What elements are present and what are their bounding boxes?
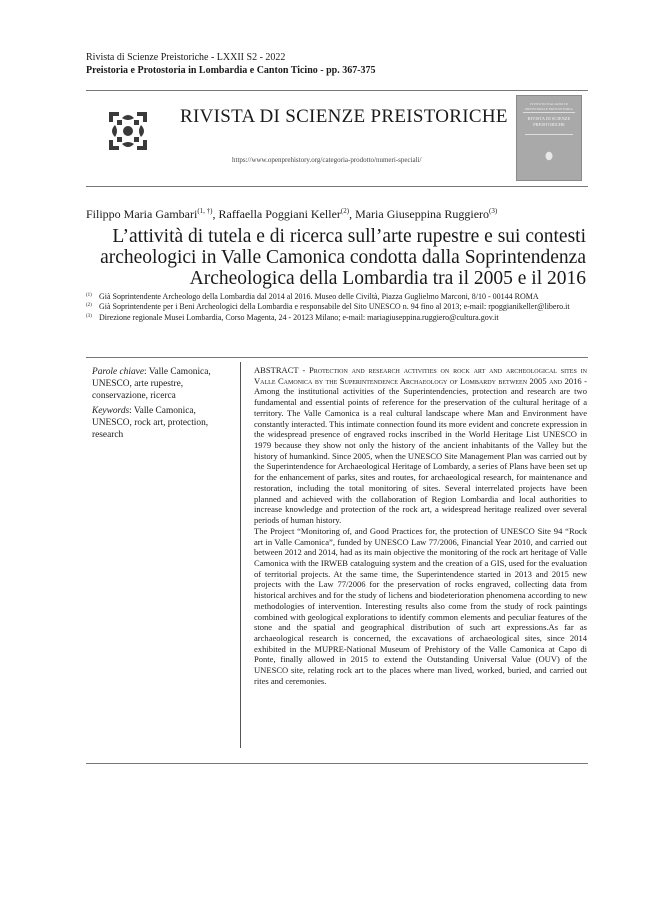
author-name: Raffaella Poggiani Keller: [218, 207, 341, 221]
abstract-paragraph: ABSTRACT - Protection and research activities on rock art and archeological sites in Valle Camonica by the Superintendence Archaeology of Lombardy between 2005 and 2016 - Among the institutional activities of the Superintendencies, protection and research are two fundamental and essential points of reference for the preservation of the cultural heritage of a territory. The Valle Camonica is a real cultural landscape where Man and Environment have constantly interacted. This intimate connection found its more evident and concrete expression in the widespread presence of engraved rocks inscribed in the World Heritage List UNESCO in 1979 because they show not only the history of the ancient inhabitants of the Valley but the history of humankind. Since 2005, when the UNESCO Site Management Plan was carried out by the Superintendence for Archaeological Heritage of Lombardy, a series of Plans have been set up for the enhancement of parks, sites and routes, for archaeological research, for maintenance and restoration, including the total monitoring of sites. Several interrelated projects have been planned and achieved with the collaboration of Region Lombardia and local authorities to increase knowledge and protection of the rock art, a widespread heritage realized over several periods of human history.: [254, 365, 587, 526]
abstract-paragraph: The Project “Monitoring of, and Good Practices for, the protection of UNESCO Site 94 “Rock art in Valle Camonica”, funded by UNESCO Law 77/2006, Financial Year 2010, and carried out between 2012 and 2014, had as its main objective the monitoring of the rock art heritage of Valle Camonica with the IRWEB cataloguing system and the creation of a GIS, used for the evaluation of territorial projects. At the same time, the Superintendence started in 2013 and 2015 new projects with the Law 77/2006 for the preservation of rocks engraved, collecting data from historical archives and for the study of lichens and biodeterioration phenomena according to new methodologies of intervention. Interesting results also come from the study of rock paintings combined with geological explorations to identify common elements and peculiar features of the stone and the spatial and geographical distribution of such art expressions.As far as archaeological research is concerned, the excavations of archaeological sites, since 2014 exhibited in the MUPRE-National Museum of Prehistory of the Valle Camonica at Capo di Ponte, finally allowed in 2015 to extend the Outstanding Universal Value (OUV) of the UNESCO site, relating rock art to the places where man lived, worked, buried, and carried out rites and ceremonies.: [254, 525, 587, 686]
title-line: archeologici in Valle Camonica condotta dalla Soprintendenza: [100, 247, 586, 268]
masthead-rule: [86, 186, 588, 187]
title-line: Archeologica della Lombardia tra il 2005 e il 2016: [189, 268, 586, 289]
author-list: Filippo Maria Gambari$^{(1, \dagger)}$, Raffaella Poggiani Keller$^{(2)}$, Maria Giuseppina Ruggiero$^{(3)}$: [86, 207, 498, 221]
author-affiliation-mark: (3): [489, 207, 498, 215]
volume-title-line: Preistoria e Protostoria in Lombardia e Canton Ticino - pp. 367-375: [86, 65, 376, 76]
affiliations: [86, 292, 588, 323]
author-name: Filippo Maria Gambari: [86, 207, 198, 221]
abstract-heading: Protection and research activities on rock art and archeological sites in Valle Camonica by the Superintendence Archaeology of Lombardy between 2005 and 2016: [254, 365, 587, 386]
journal-url[interactable]: https://www.openprehistory.org/categoria-prodotto/numeri-speciali/: [232, 156, 422, 164]
cover-title: RIVISTA DI SCIENZE PREISTORICHE: [527, 116, 571, 127]
journal-logo-icon: [103, 106, 153, 156]
cover-publisher: ISTITUTO ITALIANO DI PREISTORIA E PROTOSTORIA: [525, 102, 573, 111]
affiliations-rule: [86, 357, 588, 358]
affiliation-item: (3) Direzione regionale Musei Lombardia, Corso Magenta, 24 - 20123 Milano; e-mail: mariagiuseppina.ruggiero@cultura.gov.it: [86, 312, 499, 322]
journal-issue-line: Rivista di Scienze Preistoriche - LXXII S2 - 2022: [86, 52, 286, 63]
header-rule: [86, 90, 588, 91]
keywords-block: [92, 366, 237, 444]
title-line: L’attività di tutela e di ricerca sull’arte rupestre e sui contesti: [112, 226, 586, 247]
affiliation-item: (1) Già Soprintendente Archeologo della Lombardia dal 2014 al 2016. Museo delle Civiltà, Piazza Guglielmo Marconi, 8/10 - 00144 ROMA: [86, 292, 539, 301]
keywords-english: Keywords: Valle Camonica, UNESCO, rock art, protection, research: [92, 406, 209, 440]
footer-rule: [86, 763, 588, 764]
affiliation-item: (2) Già Soprintendente per i Beni Archeologici della Lombardia e responsabile del Sito UNESCO n. 94 fino al 2013; e-mail: rpoggianikeller@libero.it: [86, 302, 570, 312]
column-divider: [240, 362, 241, 748]
abstract-label: ABSTRACT -: [254, 365, 310, 375]
journal-cover-image: [516, 95, 582, 181]
keywords-italian: Parole chiave: Valle Camonica, UNESCO, arte rupestre, conservazione, ricerca: [92, 367, 211, 401]
author-name: Maria Giuseppina Ruggiero: [355, 207, 490, 221]
article-title: [86, 226, 586, 289]
cover-emblem-icon: [544, 151, 554, 161]
author-affiliation-mark: (2): [340, 207, 350, 215]
author-affiliation-mark: (1, †): [197, 207, 213, 215]
journal-title: RIVISTA DI SCIENZE PREISTORICHE: [180, 106, 508, 127]
abstract: [254, 365, 587, 687]
